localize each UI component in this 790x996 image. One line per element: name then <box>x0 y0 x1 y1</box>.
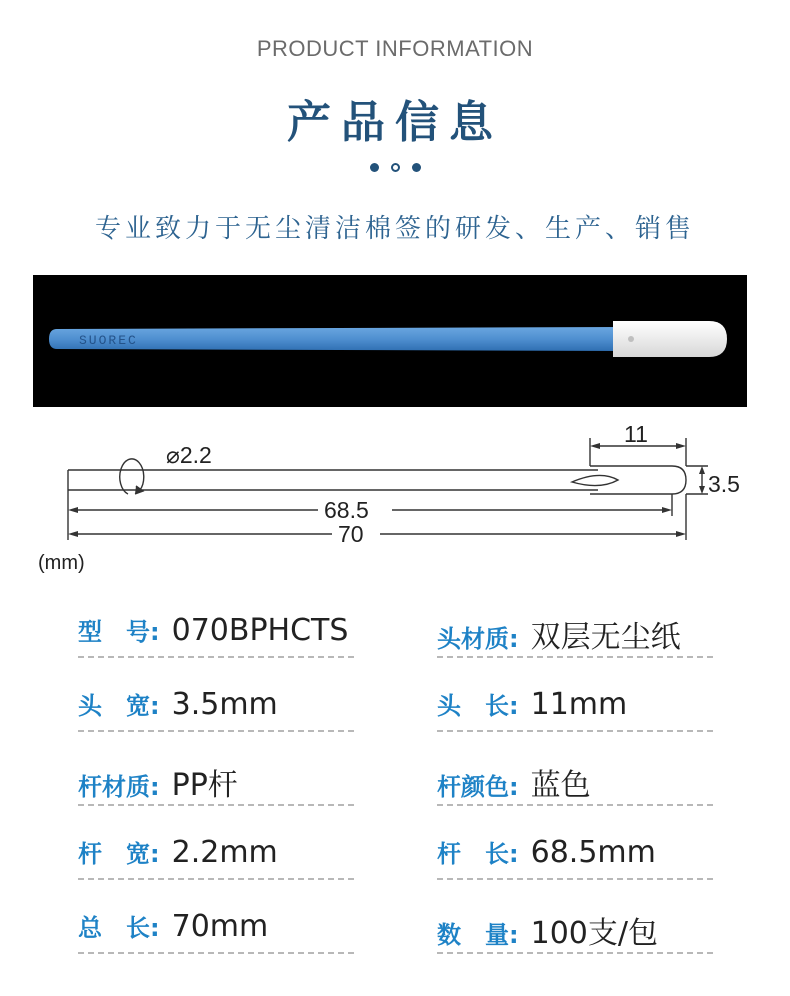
spec-divider <box>437 656 713 658</box>
spec-label: 杆 长 <box>437 840 509 868</box>
spec-total-length: 总 长 : 70mm <box>78 908 358 978</box>
spec-label: 型 号 <box>78 618 150 646</box>
spec-stick-color: 杆颜色 : 蓝色 <box>437 760 717 830</box>
spec-label: 杆材质 <box>78 773 150 801</box>
spec-divider <box>437 804 713 806</box>
spec-divider <box>437 878 713 880</box>
spec-value: 70mm <box>171 909 269 944</box>
diameter-label: ⌀2.2 <box>166 442 212 468</box>
head-length-label: 11 <box>624 421 648 447</box>
spec-quantity: 数 量 : 100支/包 <box>437 908 717 978</box>
spec-model: 型 号 : 070BPHCTS <box>78 612 358 682</box>
stick-length-label: 68.5 <box>324 497 369 523</box>
spec-label: 杆颜色 <box>437 773 509 801</box>
spec-head-width: 头 宽 : 3.5mm <box>78 686 358 756</box>
spec-divider <box>78 656 354 658</box>
header-title-cn: 产品信息 <box>287 97 503 148</box>
spec-head-material: 头材质 : 双层无尘纸 <box>437 612 717 682</box>
unit-label: (mm) <box>38 552 85 574</box>
brand-imprint: SUOREC <box>79 333 138 348</box>
spec-label: 杆 宽 <box>78 840 150 868</box>
spec-label: 数 量 <box>437 921 509 949</box>
tagline: 专业致力于无尘清洁棉签的研发、生产、销售 <box>94 214 695 244</box>
spec-stick-length: 杆 长 : 68.5mm <box>437 834 717 904</box>
spec-divider <box>78 952 354 954</box>
spec-head-length: 头 长 : 11mm <box>437 686 717 756</box>
head-width-label: 3.5 <box>708 471 740 497</box>
spec-value: 070BPHCTS <box>171 613 349 648</box>
spec-value: 蓝色 <box>530 768 591 803</box>
spec-stick-width: 杆 宽 : 2.2mm <box>78 834 358 904</box>
spec-value: 2.2mm <box>171 835 278 870</box>
spec-divider <box>78 730 354 732</box>
spec-divider <box>78 804 354 806</box>
spec-value: PP杆 <box>171 768 238 803</box>
spec-stick-material: 杆材质 : PP杆 <box>78 760 358 830</box>
spec-divider <box>437 730 713 732</box>
header-title-en: PRODUCT INFORMATION <box>256 36 534 61</box>
spec-divider <box>437 952 713 954</box>
spec-label: 头 宽 <box>78 692 150 720</box>
spec-label: 总 长 <box>78 914 150 942</box>
spec-label: 头材质 <box>437 625 509 653</box>
spec-label: 头 长 <box>437 692 509 720</box>
spec-divider <box>78 878 354 880</box>
spec-value: 68.5mm <box>530 835 656 870</box>
spec-value: 双层无尘纸 <box>530 620 681 655</box>
total-length-label: 70 <box>338 521 364 547</box>
spec-value: 100支/包 <box>530 916 658 951</box>
spec-value: 3.5mm <box>171 687 278 722</box>
spec-value: 11mm <box>530 687 628 722</box>
